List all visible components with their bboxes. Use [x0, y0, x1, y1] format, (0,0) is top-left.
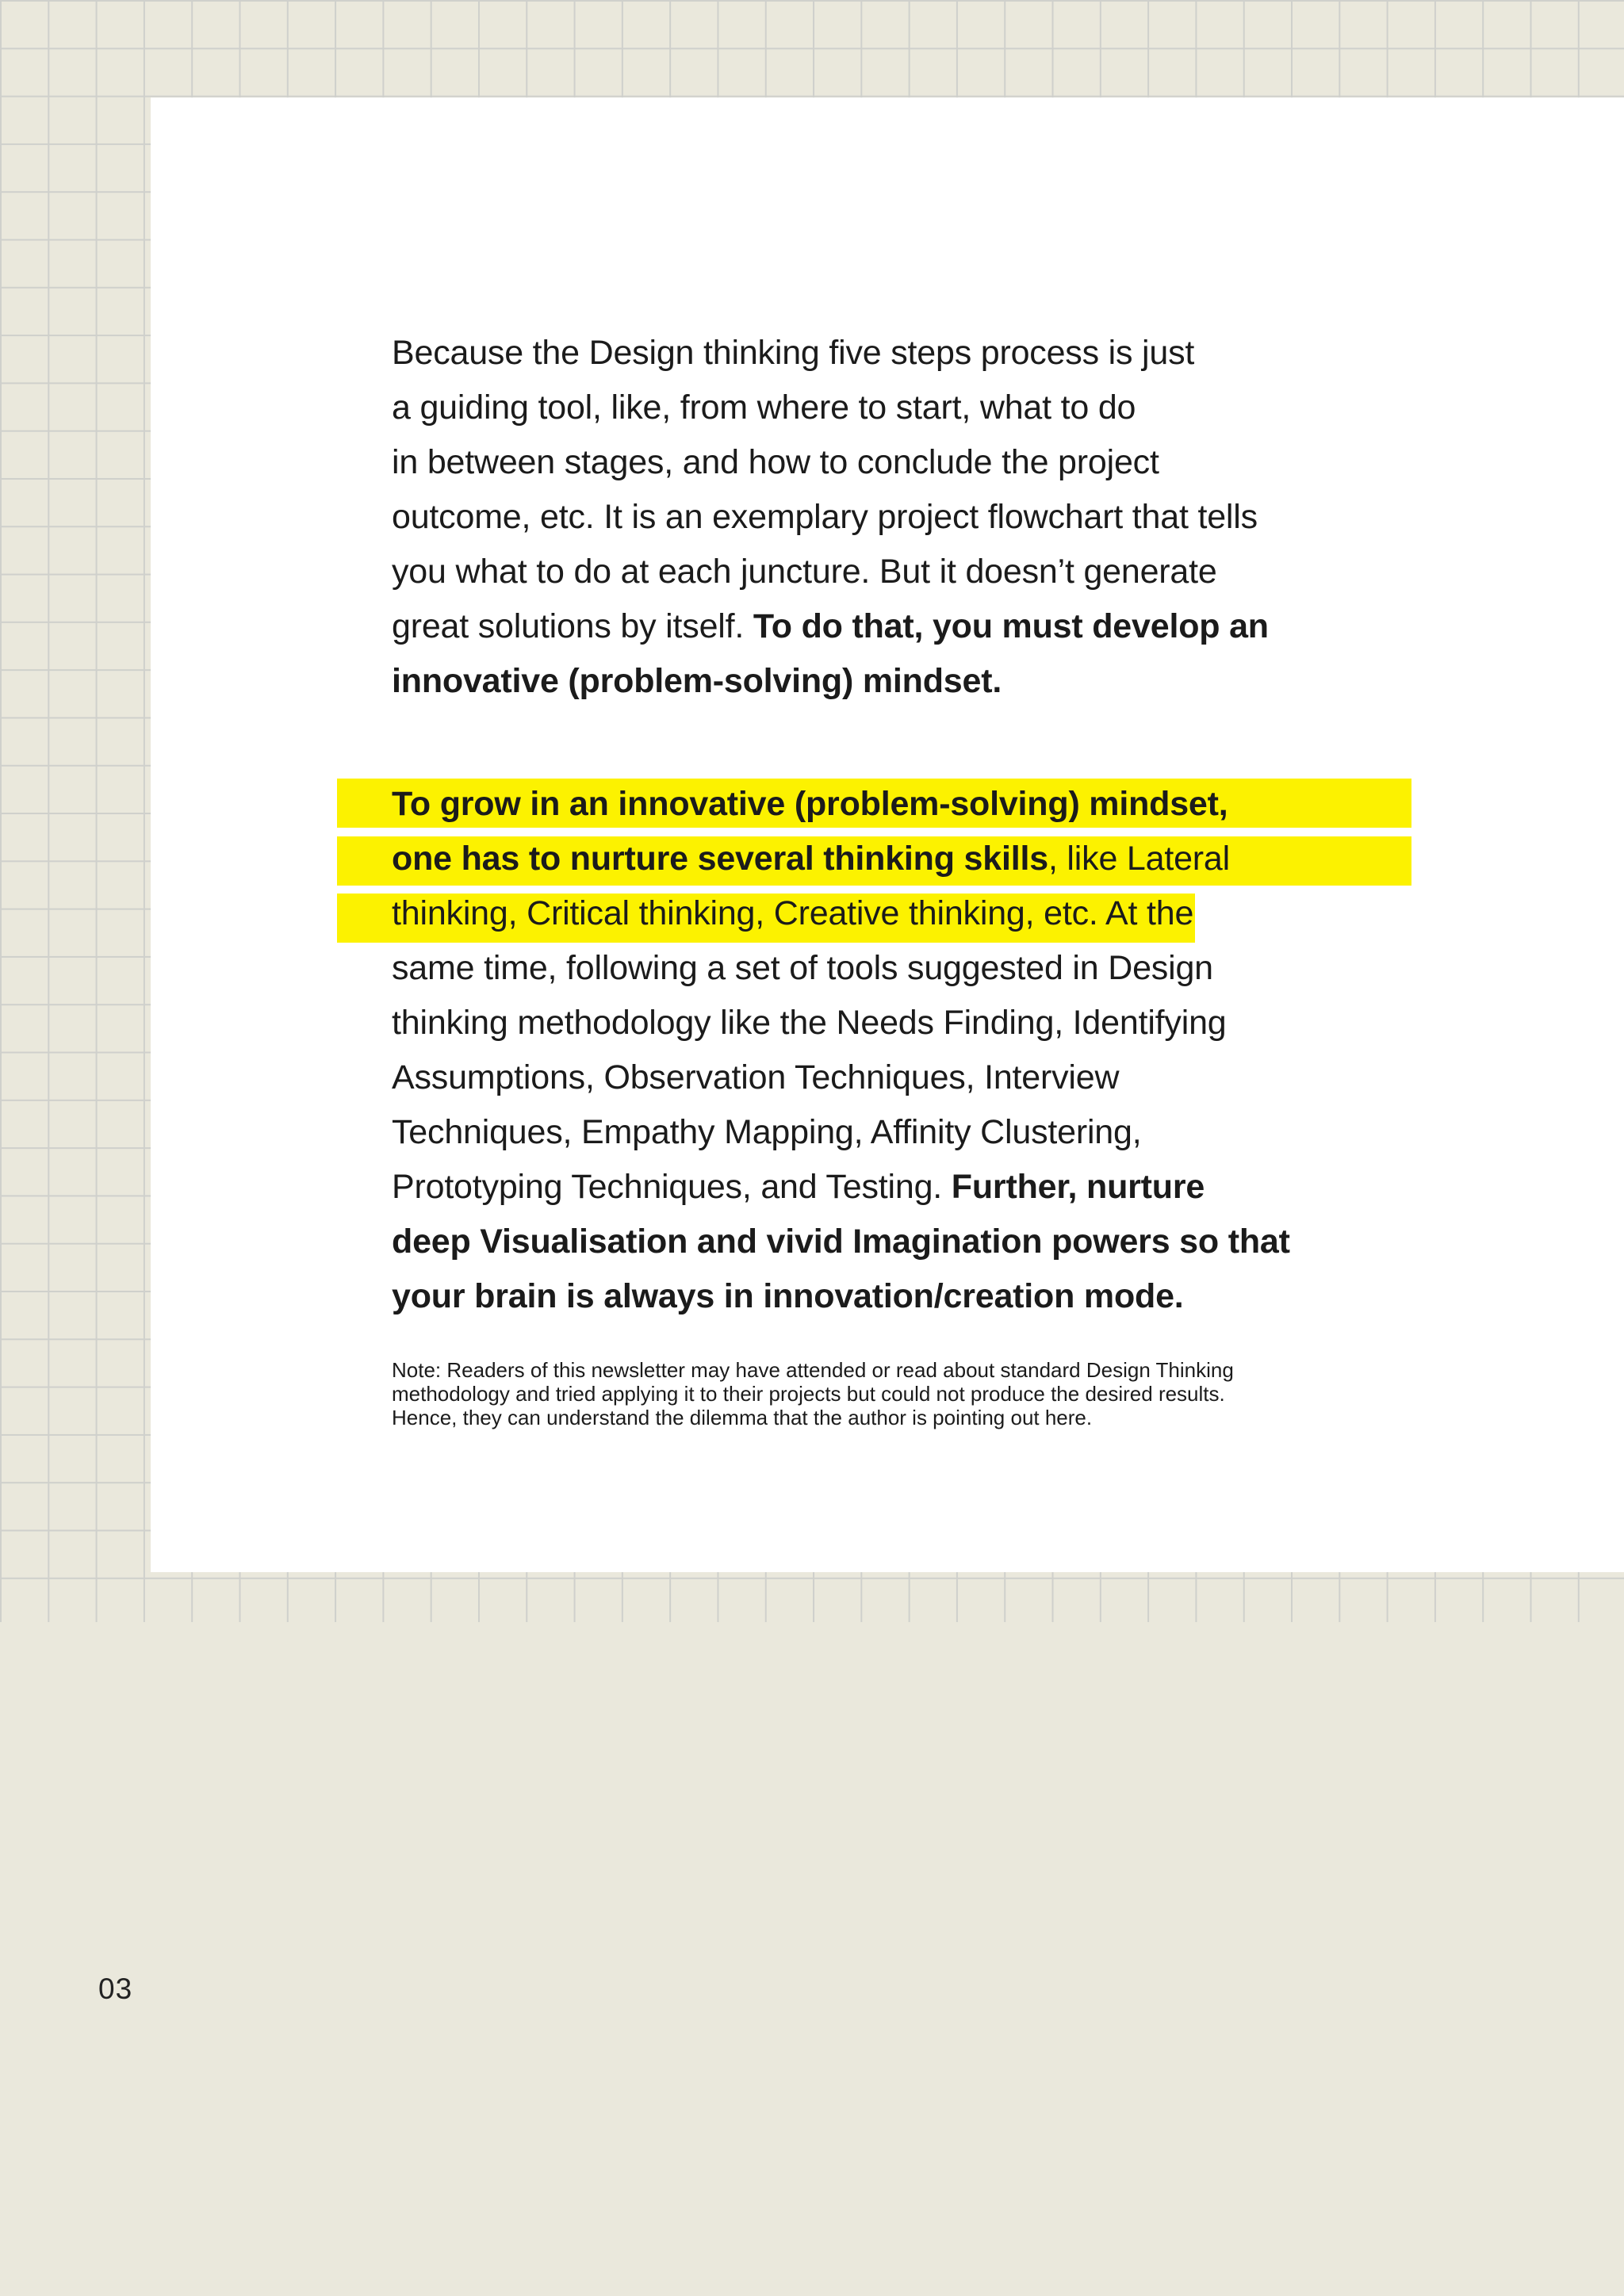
paragraph-1-line-6: [392, 599, 1423, 654]
paragraph-2-line-1: [392, 777, 1423, 832]
paragraph-2-line-4: same time, following a set of tools suggested in Design: [392, 949, 1213, 987]
footnote-line-2: methodology and tried applying it to their projects but could not produce the desired results.: [392, 1382, 1225, 1406]
paragraph-2-line-10-bold: your brain is always in innovation/creation mode.: [392, 1277, 1184, 1315]
paragraph-2-line-8: [392, 1160, 1423, 1215]
paragraph-1: [392, 326, 1423, 709]
footnote-line-1: Note: Readers of this newsletter may have attended or read about standard Design Thinking: [392, 1358, 1234, 1382]
paragraph-1-line-6-bold: To do that, you must develop an: [744, 607, 1269, 645]
paragraph-2-line-2-bold: one has to nurture several thinking skills: [392, 840, 1048, 878]
paragraph-2-line-8-regular: Prototyping Techniques, and Testing.: [392, 1168, 943, 1206]
paragraph-2-line-3-highlighted: thinking, Critical thinking, Creative thinking, etc.: [392, 894, 1098, 932]
paragraph-2-line-2: [392, 832, 1423, 886]
paragraph-2-line-7: Techniques, Empathy Mapping, Affinity Clustering,: [392, 1113, 1142, 1151]
paragraph-2-line-9-bold: deep Visualisation and vivid Imagination powers so that: [392, 1223, 1290, 1261]
footnote: [392, 1358, 1423, 1429]
paragraph-1-line-2: a guiding tool, like, from where to start, what to do: [392, 388, 1136, 427]
paragraph-1-line-4: outcome, etc. It is an exemplary project flowchart that tells: [392, 498, 1258, 536]
paragraph-1-line-6-regular: great solutions by itself.: [392, 607, 745, 645]
paragraph-2-line-3: [392, 886, 1423, 941]
paragraph-2-line-6: Assumptions, Observation Techniques, Interview: [392, 1058, 1120, 1096]
paragraph-2-line-3-regular: At the: [1097, 894, 1194, 932]
paragraph-2-line-1-bold: To grow in an innovative (problem-solving) mindset,: [392, 785, 1228, 823]
paragraph-2-line-9: [392, 1215, 1423, 1269]
paragraph-2-line-10: [392, 1269, 1423, 1324]
page-number: 03: [98, 1973, 133, 2005]
paragraph-2: [392, 777, 1423, 1324]
paragraph-1-line-3: in between stages, and how to conclude the project: [392, 443, 1159, 481]
paragraph-2-line-5: thinking methodology like the Needs Finding, Identifying: [392, 1004, 1227, 1042]
paragraph-1-line-7-bold: innovative (problem-solving) mindset.: [392, 662, 1002, 700]
paragraph-1-line-1: Because the Design thinking five steps process is just: [392, 334, 1195, 372]
paragraph-2-line-2-regular: , like Lateral: [1048, 840, 1230, 878]
paragraph-2-line-8-bold: Further, nurture: [942, 1168, 1205, 1206]
footnote-line-3: Hence, they can understand the dilemma that the author is pointing out here.: [392, 1406, 1093, 1429]
paragraph-1-line-7: [392, 654, 1423, 709]
paragraph-1-line-5: you what to do at each juncture. But it doesn’t generate: [392, 553, 1217, 591]
